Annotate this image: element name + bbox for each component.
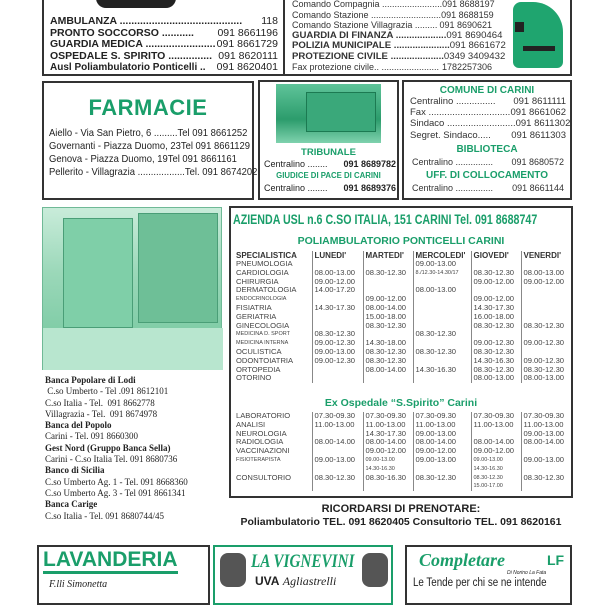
- emergency-list: [50, 16, 278, 74]
- contact-label: Segret. Sindaco.....: [410, 129, 491, 141]
- comune-box: [402, 80, 572, 200]
- hours-cell: 09.00-13.00 14.30-16.30: [471, 456, 521, 474]
- policeman-icon: [513, 2, 563, 68]
- completare-slogan: Le Tende per chi se ne intende: [413, 577, 547, 589]
- contact-phone: 091 8611302: [515, 118, 571, 130]
- specialty-cell: MEDICINA INTERNA: [236, 340, 289, 347]
- specialty-cell: ANALISI: [236, 419, 266, 429]
- table-row: [234, 474, 571, 492]
- completare-byline: Di Norino La Fata: [507, 570, 547, 576]
- hours-cell: 09.00-12.00: [363, 447, 413, 456]
- contact-phone: 091 8661196: [217, 26, 278, 39]
- hours-cell: 09.00-13.00: [521, 456, 571, 474]
- hours-cell: 09.00-12.30: [521, 339, 571, 348]
- vignevini-ad[interactable]: [213, 545, 393, 605]
- contact-row: [49, 153, 237, 166]
- hours-cell: 11.00-13.00: [521, 421, 571, 430]
- barrel-icon: [220, 553, 246, 587]
- contact-phone: Tel 091 8661252: [177, 127, 248, 139]
- biblioteca-title: BIBLIOTECA: [456, 144, 518, 155]
- hours-cell: 08.00-13.00: [312, 269, 363, 278]
- tribunale-phone: 091 8689782: [343, 159, 396, 169]
- contact-label: OSPEDALE S. SPIRITO ...............: [50, 49, 213, 62]
- hours-cell: [312, 366, 363, 375]
- hours-cell: 14.30-17.30: [471, 304, 521, 313]
- contact-label: AMBULANZA ..........................................: [50, 15, 243, 27]
- hours-cell: 07.30-09.30: [363, 412, 413, 421]
- bank-branch: C.so Italia - Tel. 091 8680744/45: [45, 510, 164, 521]
- contact-phone: 091 8661672: [449, 40, 506, 51]
- hours-cell: 08.30-16.30: [363, 474, 413, 492]
- hours-cell: 08.00-14.00: [312, 438, 363, 447]
- hours-cell: 09.00-12.00: [312, 278, 363, 287]
- uff-centralino: [412, 183, 564, 193]
- specialty-cell: LABORATORIO: [236, 411, 291, 420]
- hours-cell: 14.00-17.20: [312, 286, 363, 295]
- tribunale-photo: [276, 84, 381, 143]
- hours-cell: [521, 295, 571, 304]
- hours-cell: 14.30-17.30: [312, 304, 363, 313]
- hours-cell: 08.30-12.30: [312, 330, 363, 339]
- contact-label: Comando Stazione Villagrazia .........: [292, 20, 438, 30]
- contact-row: [410, 118, 571, 130]
- contact-label: Governanti - Piazza Duomo, 23: [49, 140, 181, 152]
- contact-row: [49, 127, 248, 140]
- contact-label: Aiello - Via San Pietro, 6 .........: [49, 127, 178, 139]
- specialty-cell: NEUROLOGIA: [236, 428, 287, 438]
- bank-name: Banca Carige: [45, 499, 98, 510]
- contact-label: Genova - Piazza Duomo, 19: [49, 153, 168, 165]
- hours-cell: [363, 278, 413, 287]
- hours-cell: 08.30-12.30: [413, 474, 471, 492]
- contact-label: Sindaco ..........................: [410, 118, 516, 130]
- hours-cell: 09.00-13.00: [312, 348, 363, 357]
- lavanderia-ad[interactable]: [37, 545, 210, 605]
- contact-phone: 091 8620401: [216, 61, 278, 73]
- contact-label: Centralino ...............: [410, 96, 496, 107]
- specialty-cell: GINECOLOGIA: [236, 320, 290, 330]
- contact-label: Comando Compagnia ........................: [292, 0, 443, 9]
- contact-phone: 091 8688159: [441, 9, 494, 20]
- tribunale-title: TRIBUNALE: [301, 147, 356, 158]
- reminder-line: Poliambulatorio TEL. 091 8620405 Consultorio TEL. 091 8620161: [240, 516, 562, 528]
- specialty-cell: PNEUMOLOGIA: [236, 259, 293, 268]
- biblioteca-label: Centralino ...............: [412, 157, 494, 167]
- farmacie-list: [49, 127, 258, 179]
- uff-title: UFF. DI COLLOCAMENTO: [425, 170, 549, 181]
- contact-phone: 118: [261, 15, 278, 27]
- hours-cell: 09.00-12.00: [363, 295, 413, 304]
- hours-cell: 08.00-14.00: [413, 438, 471, 447]
- contact-phone: 091 8620111: [218, 49, 278, 62]
- hours-cell: 08.00-13.00: [471, 374, 521, 383]
- hours-cell: [413, 295, 471, 304]
- bank-branch: Villagrazia - Tel. 091 8674978: [45, 408, 158, 419]
- table-row: [234, 269, 571, 278]
- specialty-cell: FISIOTERAPISTA: [236, 456, 281, 463]
- contact-row: [49, 140, 251, 153]
- contact-phone: 091 8611111: [513, 96, 566, 107]
- hours-cell: 08.30-12.30: [312, 474, 363, 492]
- biblioteca-centralino: [412, 157, 564, 167]
- hours-cell: 08.30-12.30: [521, 366, 571, 375]
- contact-phone: Tel 091 8661161: [167, 153, 237, 165]
- specialty-cell: ODONTOIATRIA: [236, 355, 294, 365]
- usl-subtitle: POLIAMBULATORIO PONTICELLI CARINI: [297, 235, 505, 247]
- usl-box: [229, 206, 573, 498]
- hours-cell: 09.00-13.00: [413, 456, 471, 474]
- hours-cell: [413, 313, 471, 322]
- specialty-cell: VACCINAZIONI: [236, 446, 290, 456]
- hours-cell: 11.00-13.00: [363, 421, 413, 430]
- bank-name: Banca del Popolo: [45, 420, 112, 431]
- specialty-cell: ORTOPEDIA: [236, 364, 281, 374]
- table-row: [234, 456, 571, 474]
- specialty-cell: OTORINO: [236, 373, 272, 383]
- hours-cell: 09.00-13.00: [413, 430, 471, 439]
- giudice-centralino: [264, 183, 396, 193]
- reminder-title: RICORDARSI DI PRENOTARE:: [321, 503, 481, 515]
- giudice-phone: 091 8689376: [343, 183, 396, 193]
- contact-phone: 091 8611303: [511, 129, 566, 141]
- contact-phone: 091 8661729: [216, 38, 278, 50]
- schedule-table: [234, 251, 571, 383]
- bank-branch: C.so Umberto Ag. 3 - Tel 091 8661341: [45, 487, 186, 498]
- column-header: LUNEDI': [312, 251, 363, 260]
- hours-cell: 08.00-14.00: [363, 304, 413, 313]
- hours-cell: 14.30-17.30: [363, 430, 413, 439]
- uff-label: Centralino ...............: [412, 183, 494, 193]
- contact-label: Fax ...............................: [410, 107, 511, 119]
- contact-row: [292, 10, 492, 21]
- contact-row: [292, 50, 506, 63]
- hours-cell: 08.30-12.30: [413, 348, 471, 357]
- contact-phone: 091 8688197: [442, 0, 495, 9]
- specialty-cell: CARDIOLOGIA: [236, 267, 289, 277]
- bank-branch: C.so Umberto Ag. 1 - Tel. 091 8668360: [45, 476, 188, 487]
- contact-phone: 091 8661062: [510, 107, 566, 119]
- bank-name: Banco di Sicilia: [45, 465, 105, 476]
- tribunale-label: Centralino ........: [264, 159, 328, 169]
- bank-name: Gest Nord (Gruppo Banca Sella): [45, 442, 171, 453]
- table-row: [234, 322, 571, 331]
- hours-cell: 08.30-12.30: [521, 474, 571, 492]
- table-row: [234, 447, 571, 456]
- hours-cell: 08.30-12.30 15.00-17.00: [471, 474, 521, 492]
- specialty-cell: DERMATOLOGIA: [236, 285, 297, 295]
- barrel-icon: [362, 553, 388, 587]
- hours-cell: 09.00-13.00: [413, 260, 471, 269]
- hours-cell: [413, 374, 471, 383]
- specialty-cell: CONSULTORIO: [236, 472, 291, 482]
- vignevini-title: LA VIGNEVINI: [251, 551, 355, 572]
- biblioteca-phone: 091 8680572: [511, 157, 564, 167]
- ospedale-table: [234, 412, 571, 491]
- hours-cell: 08.30-12.30: [363, 357, 413, 366]
- contact-phone: 0349 3409432: [443, 50, 506, 62]
- hours-cell: 09.00-12.00: [471, 278, 521, 287]
- hours-cell: 07.30-09.30: [413, 412, 471, 421]
- banks-list: [45, 375, 225, 522]
- contact-label: GUARDIA DI FINANZA ...................: [292, 29, 447, 41]
- hours-cell: 08.30-12.30: [521, 322, 571, 331]
- hours-cell: 11.00-13.00: [413, 421, 471, 430]
- vignevini-sub: [255, 574, 336, 589]
- completare-ad[interactable]: [405, 545, 572, 605]
- specialty-cell: ENDOCRINOLOGIA: [236, 296, 287, 303]
- contact-row: [292, 62, 492, 73]
- table-row: [234, 366, 571, 375]
- contact-label: Fax protezione civile.. .......................: [292, 62, 440, 72]
- hours-cell: 11.00-13.00: [471, 421, 521, 430]
- hours-cell: 09.00-13.00 14.30-16.30: [363, 456, 413, 474]
- hours-cell: 08.00-14.00: [521, 438, 571, 447]
- section2-title: Ex Ospedale “S.Spirito” Carini: [324, 397, 478, 409]
- lavanderia-title: LAVANDERIA: [43, 549, 178, 574]
- specialty-cell: OCULISTICA: [236, 346, 282, 356]
- hours-cell: 14.30-18.00: [363, 339, 413, 348]
- contact-row: [50, 62, 278, 74]
- hours-cell: 08.30-12.30: [363, 269, 413, 278]
- tribunale-centralino: [264, 159, 396, 169]
- hours-cell: 11.00-13.00: [312, 421, 363, 430]
- hours-cell: 14.30-16.30: [471, 357, 521, 366]
- bank-branch: C.so Italia - Tel. 091 8662778: [45, 397, 155, 408]
- contact-label: POLIZIA MUNICIPALE .....................: [292, 40, 450, 51]
- contact-label: GUARDIA MEDICA ........................: [50, 38, 216, 50]
- hours-cell: 07.30-09.30: [312, 412, 363, 421]
- hours-cell: 07.30-09.30: [471, 412, 521, 421]
- hours-cell: 15.00-18.00: [363, 313, 413, 322]
- specialty-cell: CHIRURGIA: [236, 276, 279, 286]
- completare-title: Completare: [419, 550, 505, 570]
- emergency-box: [42, 0, 285, 76]
- bank-branch: C.so Umberto - Tel .091 8612101: [45, 386, 169, 397]
- specialty-cell: MEDICINA D. SPORT: [236, 331, 290, 338]
- hours-cell: 08.00-14.00: [363, 366, 413, 375]
- table-row: [234, 374, 571, 383]
- contact-label: PRONTO SOCCORSO ...........: [50, 26, 194, 39]
- specialty-cell: GERIATRIA: [236, 311, 277, 321]
- usl-title: AZIENDA USL n.6 C.SO ITALIA, 151 CARINI Tel. 091 8688747: [233, 212, 538, 227]
- contact-label: Pellerito - Villagrazia ..................: [49, 166, 185, 178]
- hours-cell: 09.00-12.00: [413, 447, 471, 456]
- hours-cell: [521, 304, 571, 313]
- hours-cell: [312, 313, 363, 322]
- hours-cell: 08.30-12.30: [363, 322, 413, 331]
- contact-label: Comando Stazione ............................: [292, 9, 442, 20]
- lf-logo: LF: [547, 552, 565, 568]
- hours-cell: 8./12.30-14.30/17: [413, 269, 471, 278]
- uff-phone: 091 8661144: [512, 183, 564, 193]
- hours-cell: 16.00-18.00: [471, 313, 521, 322]
- comune-title: COMUNE DI CARINI: [439, 85, 535, 96]
- hours-cell: 09.00-12.30: [312, 339, 363, 348]
- hours-cell: 09.00-12.00: [521, 278, 571, 287]
- contact-label: PROTEZIONE CIVILE ....................: [292, 50, 444, 62]
- giudice-label: Centralino ........: [264, 183, 328, 193]
- contact-row: [410, 107, 566, 118]
- hours-cell: 08.30-12.30: [413, 330, 471, 339]
- hours-cell: 09.00-12.30: [471, 339, 521, 348]
- hours-cell: 09.00-12.30: [312, 357, 363, 366]
- hours-cell: 09.00-12.00: [471, 447, 521, 456]
- specialty-cell: RADIOLOGIA: [236, 437, 284, 447]
- hours-cell: 08.00-13.00: [521, 269, 571, 278]
- bank-branch: Carini - C.so Italia Tel. 091 8680736: [45, 454, 178, 465]
- vignevini-place: Agliastrelli: [282, 574, 337, 588]
- column-header: VENERDI': [521, 251, 571, 260]
- hours-cell: 08.00-13.00: [413, 286, 471, 295]
- police-box: [283, 0, 572, 76]
- hours-cell: 08.30-12.30: [471, 348, 521, 357]
- hours-cell: 08.00-14.00: [471, 438, 521, 447]
- contact-phone: 091 8690621: [439, 20, 492, 30]
- farmacie-title: FARMACIE: [88, 95, 208, 120]
- hours-cell: 09.00-13.00: [521, 430, 571, 439]
- hours-cell: 09.00-12.30: [521, 357, 571, 366]
- contact-row: [292, 0, 495, 10]
- lavanderia-sub: F.lli Simonetta: [49, 579, 108, 590]
- hours-cell: 08.30-12.30: [471, 322, 521, 331]
- bank-branch: Carini - Tel. 091 8660300: [45, 431, 138, 442]
- contact-row: [49, 166, 258, 179]
- hours-cell: [312, 374, 363, 383]
- hours-cell: [413, 304, 471, 313]
- bank-name: Banca Popolare di Lodi: [45, 375, 136, 385]
- contact-phone: 091 8690464: [446, 29, 503, 41]
- contact-row: [292, 40, 506, 52]
- ambulance-icon: [96, 0, 176, 8]
- street-photo: [42, 207, 222, 370]
- column-header: SPECIALISTICA: [236, 251, 297, 260]
- hours-cell: 08.00-13.00: [521, 374, 571, 383]
- column-header: MERCOLEDI': [413, 251, 471, 260]
- giudice-title: GIUDICE DI PACE DI CARINI: [276, 171, 381, 180]
- hours-cell: 08.00-14.00: [363, 438, 413, 447]
- column-header: MARTEDI': [363, 251, 413, 260]
- hours-cell: 08.30-12.30: [471, 269, 521, 278]
- contact-row: [410, 130, 566, 141]
- hours-cell: 08.30-12.30: [471, 366, 521, 375]
- tribunale-box: [258, 80, 399, 200]
- vignevini-uva: UVA: [255, 574, 280, 588]
- contact-row: [50, 16, 278, 28]
- contact-phone: Tel 091 8661129: [180, 140, 251, 152]
- contact-row: [292, 20, 492, 31]
- hours-cell: 14.30-16.30: [413, 366, 471, 375]
- contact-row: [50, 39, 278, 51]
- specialty-cell: FISIATRIA: [236, 302, 272, 312]
- contact-row: [410, 96, 566, 107]
- hours-cell: 09.00-12.00: [471, 295, 521, 304]
- police-list: [292, 0, 506, 73]
- hours-cell: 07.30-09.30: [521, 412, 571, 421]
- hours-cell: [363, 374, 413, 383]
- contact-phone: 1782257306: [441, 62, 492, 72]
- contact-label: Ausl Poliambulatorio Ponticelli ..: [50, 62, 206, 73]
- column-header: GIOVEDI': [471, 251, 521, 260]
- comune-list: [410, 96, 571, 141]
- farmacie-box: [42, 81, 258, 200]
- hours-cell: [521, 286, 571, 295]
- contact-phone: Tel. 091 8674202: [184, 166, 258, 178]
- hours-cell: 08.30-12.30: [363, 348, 413, 357]
- hours-cell: 09.00-13.00: [312, 456, 363, 474]
